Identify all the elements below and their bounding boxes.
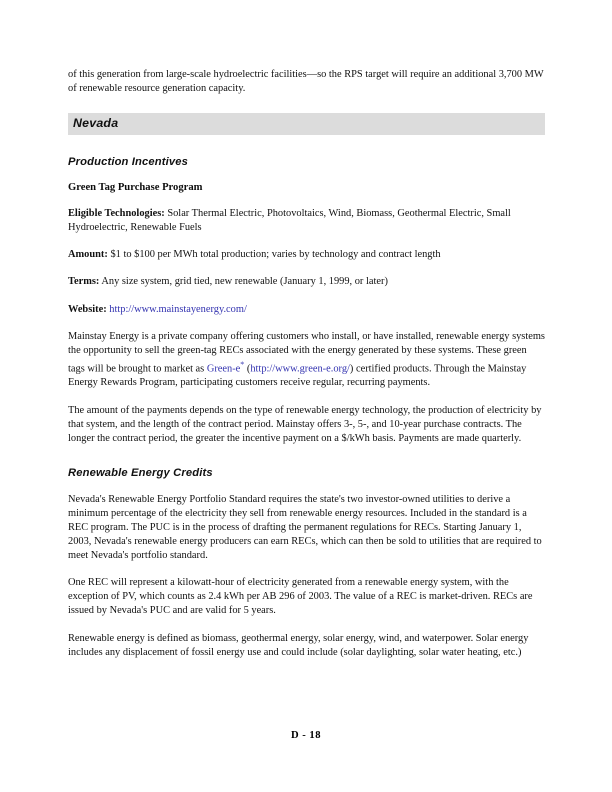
field-label-eligible-technologies: Eligible Technologies: [68,208,165,220]
paragraph-mainstay-text-part-2: ) certified products. Through the Mainstay Energy Rewards Program, participating customers receive regular, recurring payments. [68,363,527,389]
field-value-terms: Any size system, grid tied, new renewable (January 1, 1999, or later) [101,276,388,288]
field-label-amount: Amount: [68,249,108,261]
field-value-eligible-technologies: Solar Thermal Electric, Photovoltaics, Wind, Biomass, Geothermal Electric, Small Hydroelectric, Renewable Fuels [68,208,511,234]
field-eligible-technologies [68,207,545,235]
trademark-mark-icon: * [240,359,245,369]
field-terms [68,275,545,289]
field-website [68,303,545,317]
paragraph-renewable-definition: Renewable energy is defined as biomass, geothermal energy, solar energy, wind, and waterpower. Solar energy includes any displacement of fossil energy use and could include (solar daylighting, solar water heating, etc.) [68,632,529,658]
field-label-website: Website: [68,303,107,315]
state-section-title: Nevada [73,116,119,131]
paragraph-rec-standard: Nevada's Renewable Energy Portfolio Standard requires the state's two investor-owned utilities to derive a minimum percentage of the electricity they sell from renewable energy resources. Included in the standard is a REC program. The PUC is in the process of drafting the permanent regulations for RECs. Starting January 1, 2003, Nevada's renewable energy producers can earn RECs, which can then be sold to utilities that are required to meet Nevada's portfolio standard. [68,493,542,562]
paragraph-mainstay-text-part-1: Mainstay Energy is a private company offering customers who install, or have installed, renewable energy systems the opportunity to sell the green-tag RECs associated with the energy generated by these systems. These green tags will be brought to market as [68,330,545,375]
link-mainstay-energy[interactable]: http://www.mainstayenergy.com/ [109,303,247,315]
field-label-terms: Terms: [68,276,100,288]
brand-green-e: Green-e [206,363,241,375]
program-title-green-tag: Green Tag Purchase Program [68,182,203,194]
page-footer: D - 18 [290,730,322,741]
paragraph-rec-value: One REC will represent a kilowatt-hour of electricity generated from a renewable energy system, with the exception of PV, which counts as 2.4 kWh per AB 296 of 2003. The value of a REC is market-driven. RECs are issued by Nevada's PUC and are valid for 5 years. [68,577,533,617]
page-content [68,68,545,673]
intro-paragraph: of this generation from large-scale hydroelectric facilities—so the RPS target will require an additional 3,700 MW of renewable resource generation capacity. [68,69,544,95]
heading-renewable-energy-credits: Renewable Energy Credits [68,466,213,479]
link-green-e-org[interactable]: http://www.green-e.org/ [250,363,350,375]
paragraph-mainstay-overview [68,330,545,391]
field-value-amount: $1 to $100 per MWh total production; varies by technology and contract length [110,249,441,261]
field-amount [68,248,545,262]
heading-production-incentives: Production Incentives [68,156,189,169]
paragraph-open-paren: ( [244,363,251,375]
paragraph-payment-details: The amount of the payments depends on the type of renewable energy technology, the production of electricity by that system, and the length of the contract period. Mainstay offers 3-, 5-, and 10-year purchase contracts. The longer the contract period, the greater the incentive payment on a $/kWh basis. Payments are made quarterly. [68,404,542,444]
state-section-band [68,113,545,135]
